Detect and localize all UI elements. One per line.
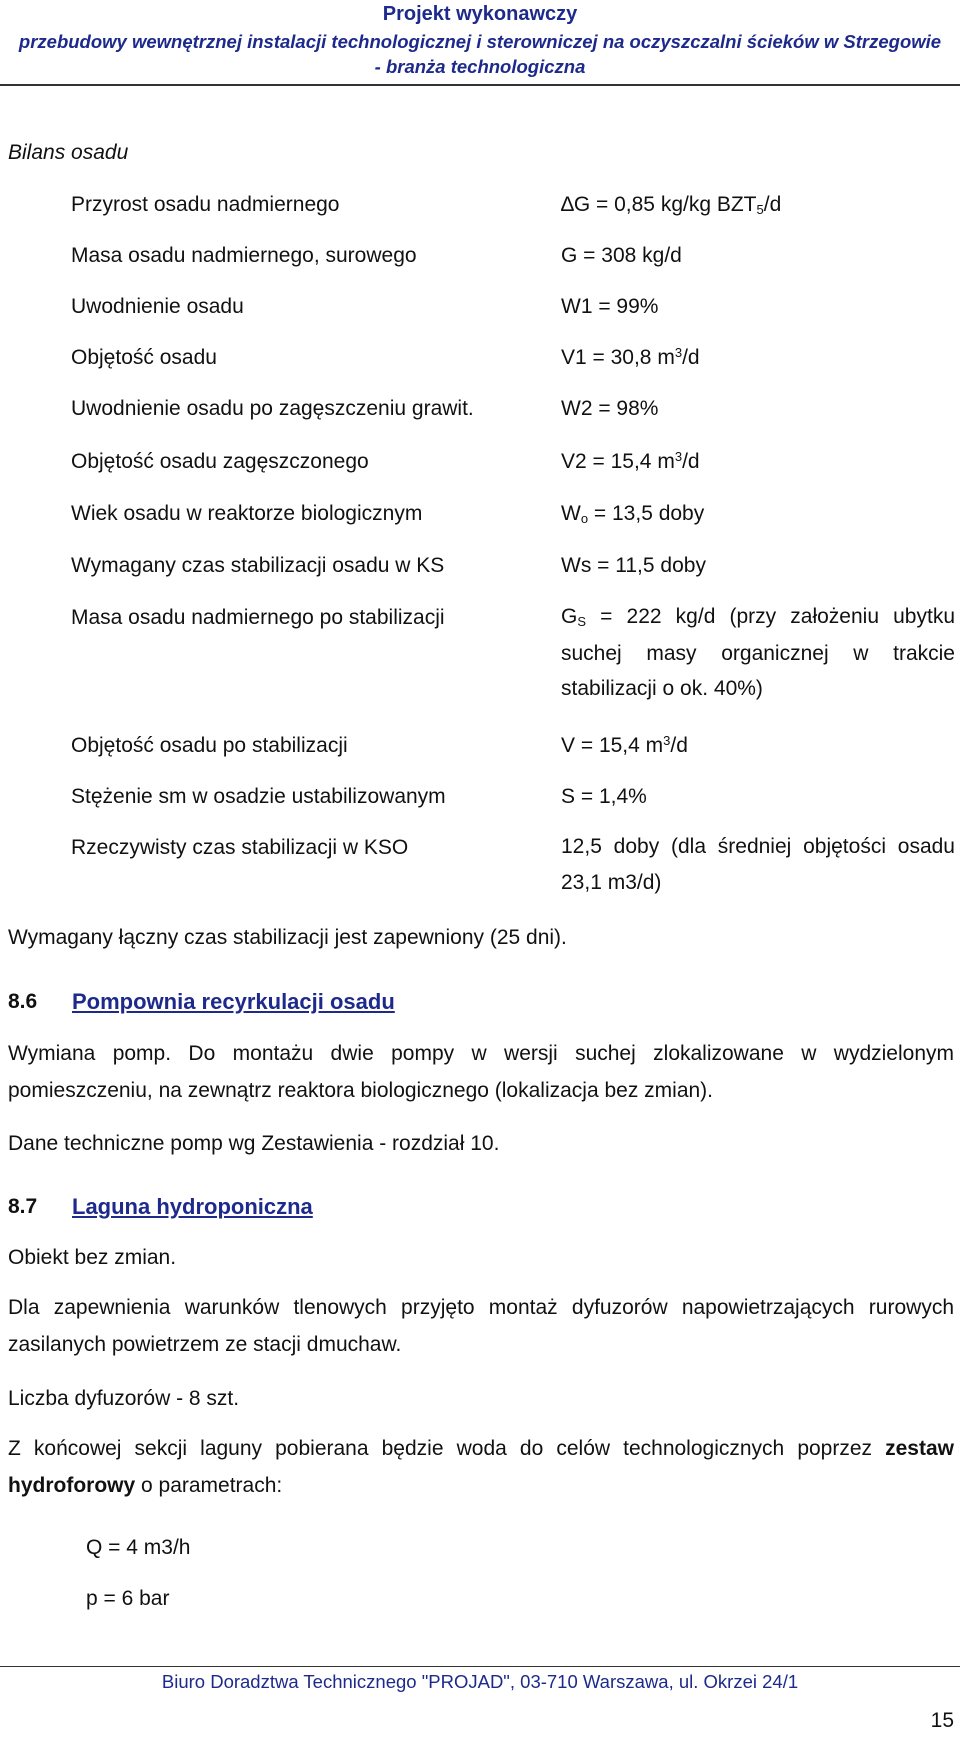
section-number: 8.6 <box>8 990 38 1013</box>
balance-label: Uwodnienie osadu <box>71 295 244 318</box>
balance-value: W1 = 99% <box>561 295 659 318</box>
balance-label: Objętość osadu po stabilizacji <box>71 734 348 757</box>
paragraph: Dla zapewnienia warunków tlenowych przyjęto montaż dyfuzorów napowietrzających rurowych zasilanych powietrzem ze stacji dmuchaw. <box>8 1296 954 1356</box>
paragraph: Obiekt bez zmian. <box>8 1246 177 1269</box>
balance-note: Wymagany łączny czas stabilizacji jest zapewniony (25 dni). <box>8 926 567 949</box>
balance-label: Masa osadu nadmiernego, surowego <box>71 244 417 267</box>
balance-value: V = 15,4 $m^3/d$ <box>561 733 688 757</box>
footer-text: Biuro Doradztwa Technicznego "PROJAD", 03-710 Warszawa, ul. Okrzei 24/1 <box>161 1671 799 1692</box>
balance-value: Wo = 13,5 doby <box>561 502 705 526</box>
param-pressure: p = 6 bar <box>86 1587 170 1610</box>
section-number: 8.7 <box>8 1195 38 1218</box>
balance-label: Stężenie sm w osadzie ustabilizowanym <box>71 785 446 808</box>
balance-label: Wiek osadu w reaktorze biologicznym <box>71 502 423 525</box>
header-title: Projekt wykonawczy <box>382 3 578 25</box>
section-title: Pompownia recyrkulacji osadu <box>72 989 395 1014</box>
section-title: Laguna hydroponiczna <box>72 1194 313 1219</box>
balance-value: 12,5 doby (dla średniej objętości osadu 23,1 m3/d) <box>561 835 955 894</box>
balance-label: Rzeczywisty czas stabilizacji w KSO <box>71 836 409 859</box>
header-subtitle: przebudowy wewnętrznej instalacji technologicznej i sterowniczej na oczyszczalni ścieków w Strzegowie <box>18 31 942 52</box>
balance-value: G = 308 kg/d <box>561 244 682 267</box>
balance-label: Masa osadu nadmiernego po stabilizacji <box>71 606 445 629</box>
balance-value: GS = 222 kg/d (przy założeniu ubytku suchej masy organicznej w trakcie stabilizacji o ok. 40%) <box>561 605 955 700</box>
header-branch: - branża technologiczna <box>374 56 586 77</box>
balance-value: S = 1,4% <box>561 785 647 808</box>
page-number: 15 <box>930 1709 954 1732</box>
balance-label: Uwodnienie osadu po zagęszczeniu grawit. <box>71 397 474 420</box>
paragraph: Liczba dyfuzorów - 8 szt. <box>8 1387 240 1410</box>
paragraph: Wymiana pomp. Do montażu dwie pompy w wersji suchej zlokalizowane w wydzielonym pomieszczeniu, na zewnątrz reaktora biologicznego (lokalizacja bez zmian). <box>8 1042 954 1102</box>
balance-value: V2 = 15,4 $m^3/d$ <box>561 449 700 473</box>
balance-value: W2 = 98% <box>561 397 659 420</box>
balance-label: Objętość osadu zagęszczonego <box>71 450 369 473</box>
balance-label: Wymagany czas stabilizacji osadu w KS <box>71 554 445 577</box>
balance-title: Bilans osadu <box>8 141 129 164</box>
header-divider <box>0 84 960 86</box>
footer-divider <box>0 1666 960 1667</box>
balance-label: Objętość osadu <box>71 346 217 369</box>
balance-label: Przyrost osadu nadmiernego <box>71 193 340 216</box>
balance-value: V1 = 30,8 $m^3/d$ <box>561 345 700 369</box>
balance-value: ∆G = 0,85 kg/kg BZT5/d <box>561 193 782 217</box>
paragraph: Dane techniczne pomp wg Zestawienia - rozdział 10. <box>8 1132 500 1155</box>
balance-value: Ws = 11,5 doby <box>561 554 706 577</box>
paragraph: Z końcowej sekcji laguny pobierana będzie woda do celów technologicznych poprzez zestaw hydroforowy o parametrach: <box>8 1437 954 1497</box>
param-flow: Q = 4 m3/h <box>86 1536 191 1559</box>
